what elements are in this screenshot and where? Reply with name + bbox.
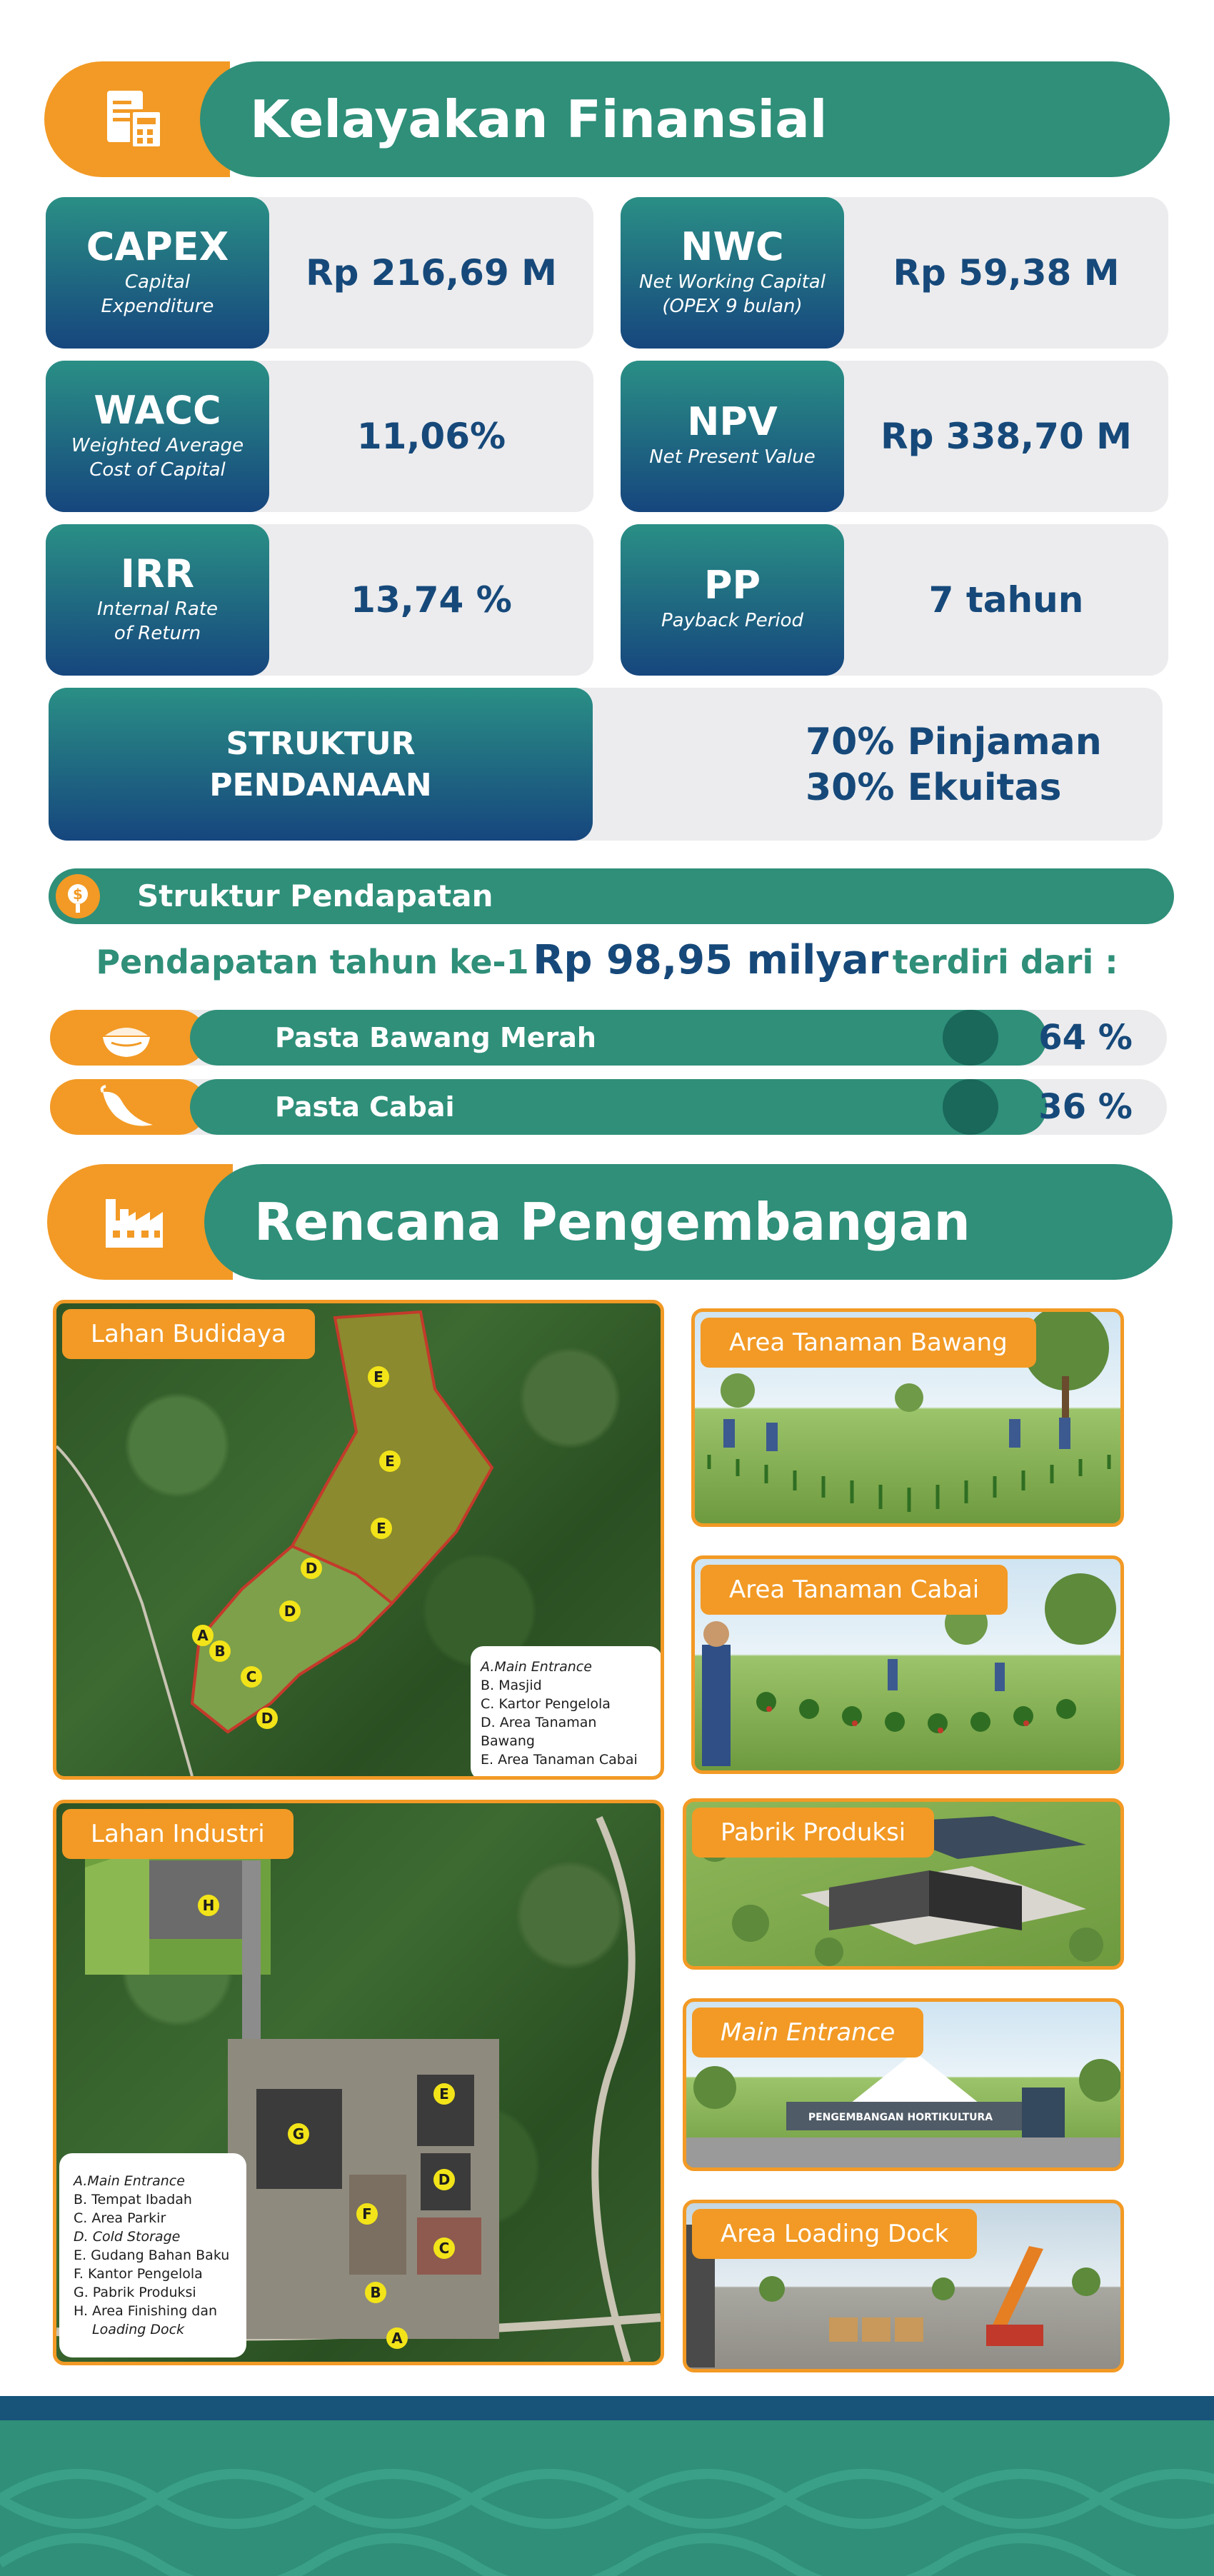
card-capex <box>46 197 593 349</box>
site-marker: C <box>433 2237 455 2259</box>
metric-full-name: Expenditure <box>101 296 214 317</box>
metric-abbr: PP <box>703 563 761 608</box>
struktur-label: STRUKTUR <box>226 726 416 762</box>
gate-sign-text: PENGEMBANGAN HORTIKULTURA <box>808 2112 993 2123</box>
photo-pabrik-produksi <box>683 1798 1124 1970</box>
metric-value: Rp 216,69 M <box>306 252 557 294</box>
metric-full-name: Payback Period <box>661 610 804 631</box>
chili-icon <box>87 1085 166 1129</box>
metric-full-name: Weighted Average <box>71 435 244 456</box>
metric-abbr: NWC <box>681 224 784 269</box>
panel-tag: Lahan Budidaya <box>62 1309 315 1359</box>
metric-value: 7 tahun <box>928 579 1084 621</box>
income-item <box>50 1010 1167 1066</box>
income-item <box>50 1079 1167 1135</box>
income-amount: Rp 98,95 milyar <box>533 937 889 983</box>
site-marker: A <box>386 2327 408 2349</box>
section-title: Struktur Pendapatan <box>137 878 493 913</box>
map-legend: A.Main Entrance B. Masjid C. Kartor Pengelola D. Area Tanaman Bawang E. Area Tanaman Cabai <box>471 1646 662 1780</box>
income-item-name: Pasta Bawang Merah <box>275 1022 596 1053</box>
card-wacc <box>46 361 593 512</box>
struktur-value: 70% Pinjaman <box>806 721 1102 763</box>
metric-full-name: Net Present Value <box>649 446 816 468</box>
site-marker: D <box>433 2169 455 2190</box>
metric-abbr: WACC <box>94 388 221 433</box>
panel-tag: Pabrik Produksi <box>692 1808 934 1858</box>
income-summary <box>0 937 1214 983</box>
money-coin-icon <box>56 874 100 918</box>
panel-tag: Area Tanaman Cabai <box>701 1565 1008 1615</box>
card-struktur-pendanaan <box>49 688 1163 841</box>
site-marker: E <box>379 1450 401 1472</box>
section-header-finansial <box>44 61 1170 177</box>
photo-main-entrance <box>683 1998 1124 2171</box>
panel-tag: Main Entrance <box>692 2008 923 2058</box>
card-irr <box>46 524 593 676</box>
photo-area-tanaman-bawang <box>691 1308 1124 1527</box>
metric-full-name: (OPEX 9 bulan) <box>662 296 803 317</box>
metric-value: Rp 338,70 M <box>881 416 1132 457</box>
section-title: Rencana Pengembangan <box>254 1192 970 1252</box>
income-text: terdiri dari : <box>892 943 1118 981</box>
metric-full-name: of Return <box>114 623 201 644</box>
panel-tag: Area Tanaman Bawang <box>701 1318 1036 1368</box>
income-item-name: Pasta Cabai <box>275 1091 455 1123</box>
panel-tag: Area Loading Dock <box>692 2209 977 2259</box>
bowl-icon <box>87 1016 166 1060</box>
site-marker: C <box>241 1666 262 1688</box>
factory-icon <box>99 1188 167 1256</box>
svg-text:$: $ <box>73 886 83 903</box>
site-marker: D <box>279 1600 301 1622</box>
site-marker: B <box>209 1640 231 1662</box>
struktur-value: 30% Ekuitas <box>806 766 1062 809</box>
document-chart-icon <box>100 85 169 154</box>
income-item-percent: 64 % <box>1038 1018 1133 1058</box>
site-marker: E <box>433 2083 455 2105</box>
site-marker: G <box>288 2123 309 2145</box>
site-marker: E <box>371 1518 392 1539</box>
metric-abbr: CAPEX <box>86 224 229 269</box>
section-header-pendapatan <box>49 868 1174 924</box>
site-marker: B <box>365 2282 386 2303</box>
metric-value: Rp 59,38 M <box>893 252 1120 294</box>
photo-area-tanaman-cabai <box>691 1555 1124 1774</box>
metric-value: 11,06% <box>356 416 506 457</box>
footer-pattern <box>0 2396 1214 2576</box>
metric-full-name: Cost of Capital <box>89 459 226 481</box>
map-lahan-industri <box>53 1800 664 2365</box>
card-nwc <box>621 197 1168 349</box>
income-item-percent: 36 % <box>1038 1087 1133 1127</box>
income-text: Pendapatan tahun ke-1 <box>96 943 529 981</box>
site-marker: A <box>192 1625 214 1646</box>
site-marker: H <box>198 1895 219 1916</box>
site-marker: E <box>368 1366 389 1388</box>
site-marker: D <box>256 1708 278 1729</box>
section-header-pengembangan <box>47 1164 1173 1280</box>
site-marker: D <box>301 1558 322 1579</box>
wave-pattern <box>0 2420 1214 2576</box>
map-legend: A.Main Entrance B. Tempat Ibadah C. Area Parkir D. Cold Storage E. Gudang Bahan Baku F. Kantor Pengelola G. Pabrik Produksi H. Area Finishing dan Loading Dock <box>59 2153 246 2357</box>
section-title: Kelayakan Finansial <box>250 89 828 149</box>
struktur-label: PENDANAAN <box>209 767 432 803</box>
metric-abbr: IRR <box>120 551 195 596</box>
metric-abbr: NPV <box>687 399 778 444</box>
card-npv <box>621 361 1168 512</box>
site-marker: F <box>356 2203 378 2225</box>
card-pp <box>621 524 1168 676</box>
photo-area-loading-dock <box>683 2200 1124 2372</box>
metric-full-name: Net Working Capital <box>639 271 826 293</box>
metric-value: 13,74 % <box>351 579 512 621</box>
metric-full-name: Capital <box>124 271 191 293</box>
map-lahan-budidaya <box>53 1300 664 1780</box>
metric-full-name: Internal Rate <box>96 598 219 620</box>
panel-tag: Lahan Industri <box>62 1809 294 1859</box>
